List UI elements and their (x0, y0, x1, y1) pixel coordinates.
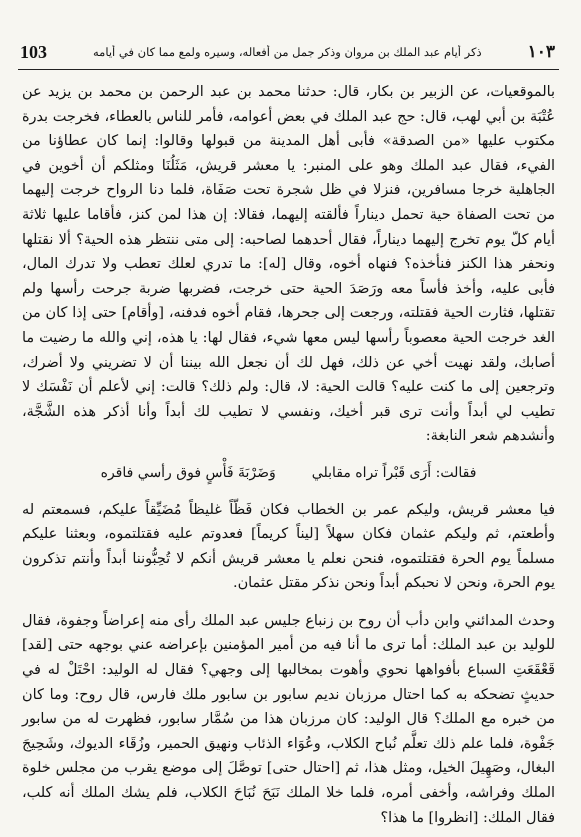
text-line: عليكم مسلماً يوم الحرة فقتلتموه، فنحن نعلم يا معشر قريش أنكم لا تُحِبُّوننا أبداً وأنتم (22, 526, 555, 567)
paragraph-3 (22, 609, 555, 830)
text-line: بوجهه حتى [لقد] قَعْقَعَتِ السباع بأفواهها نحوي وأهوت بمخالبها إلى وجهي؟ فقال له (22, 637, 555, 679)
text-line: له وأطعتم، ثم وليكم عثمان فكان سهلاً [ليناً كريماً] فعدوتم عليه فقتلتموه، وبعثنا (22, 501, 555, 543)
page-number-arabic: ١٠٣ (527, 42, 555, 62)
text-line: خرجت، فضربها ضربة جرحت رأسها ولم تقتلها، فثارت الحية فقتلته، ورجعت إلى (22, 280, 555, 322)
text-line: قالت الحية: لا، قال: ولم ذلك؟ قالت: إني لأعلم أن نَفْسَك لا تطيب لي أبداً وأنت (22, 379, 555, 420)
text-line: بالموقعيات، عن الزبير بن بكار، قال: حدثنا محمد بن عبد الرحمن بن محمد بن (71, 84, 556, 100)
paragraph-2 (22, 498, 555, 596)
page-header (20, 40, 555, 64)
text-line: وجفوة، فقال للوليد بن عبد الملك: أما ترى ما أنا فيه من أمير المؤمنين بإعراضه عني (22, 612, 556, 654)
text-line: ومثلكم أن أخوين في الجاهلية خرجا مسافرين، فنزلا في ظل شجرة تحت صَفَاة، فلما (22, 157, 555, 199)
text-line: الوليد: احْتَلْ له في حديثٍ تضحكه به كما احتال مرزبان نديم سابور بن سابور ملك (22, 662, 555, 703)
text-line: حتى] توصَّلَ إلى موضع يقرب من مجلس خلوة الملك وفراشه، وأخفى أمره، فلما خلا (22, 760, 555, 802)
text-line: لمن كنز، فأقاما عليها ثلاثة أيام كلّ يوم تخرج إليهما ديناراً، فقال أحدهما لصاحبه: إلى (22, 206, 555, 248)
paragraph-1 (22, 80, 555, 449)
text-line: فيا معشر قريش، وليكم عمر بن الخطاب فكان فَظّاً غليظاً مُضَيِّقاً عليكم، فسمعتم (34, 501, 555, 518)
poem-verse (22, 461, 555, 486)
text-line: بالعطاء، فخرجت بدرة مكتوب عليها «من الصدقة» فأبى أهل المدينة من قبولها وقالوا: (22, 108, 556, 150)
running-title: ذكر أيام عبد الملك بن مروان وذكر جمل من أفعاله، وسيره ولمع مما كان في أيامه (93, 45, 482, 59)
text-line: سابور، فظهرت له من سابور جَفْوة، فلما علم ذلك تعلَّم نُباح الكلاب، وعُوَاء الذئاب (22, 711, 555, 752)
text-line: ليس معها شيء، فقال لها: يا هذه، إني والله ما رضيت ما أصابك، ولقد نهيت أخي عن (22, 329, 555, 371)
text-line: ذلك، فهل لك أن نجعل الله بيننا أن لا تضريني ولا أضرك، وترجعين إلى ما كنت عليه؟ (22, 354, 555, 396)
page-number: 103 (20, 41, 47, 62)
text-line: فارس، قال روح: وما كان من خبره مع الملك؟ قال الوليد: كان مرزبان هذا من سُمَّار (22, 686, 555, 728)
poem-first-hemistich: فقالت: أَرَى قَبْراً تراه مقابلي (311, 464, 477, 481)
poem-second-hemistich: وَضَرْبَةَ فَأْسٍ فوق رأسي فاقره (100, 464, 276, 481)
text-line: وحدث المدائني وابن دأب أن روح بن زنباع جليس عبد الملك رأى منه إعراضاً (98, 612, 555, 629)
text-line: تدري لعلك تعطب ولا تدرك المال، فأبى عليه، وأخذ فأساً معه ورَصَدَ الحية حتى (22, 256, 555, 297)
text-line: دنا الرواح خرجت إليهما من تحت الصفاة حية تحمل ديناراً فألقته إليهما، فقالا: إن هذا (22, 182, 555, 223)
text-line: ونهيق الحمير، وزُقَاء الديوك، وشَحِيجَ البغال، وصَهِيلَ الخيل، ومثل هذا، ثم [احتال (22, 735, 555, 777)
text-line: جحرها، فقام أخوه فدفنه، [وأقام] حتى إذا كان من الغد خرجت الحية معصوباً رأسها (22, 305, 555, 346)
paragraph-gap (22, 596, 555, 609)
text-line: الملك نَبَحَ نُبَاحَ الكلاب، فلم يشك الملك أنه كلب، فقال الملك: [انظروا] ما هذا؟ (22, 785, 555, 826)
text-line: متى ننتظر هذه الحية؟ ألا نقتلها ونحفر هذا الكنز فنأخذه؟ فنهاه أخوه، وقال [له]: ما (22, 231, 555, 273)
text-line: إنما كان عطاؤنا من الفيء، فقال عبد الملك وهو على المنبر: يا معشر قريش، مَثَلُنَا (22, 133, 555, 174)
text-line: ترى قبر أخيك، ونفسي لا تطيب لك أبداً وأنا أذكر هذه الشَّجَّة، وأنشدهم شعر النابغة: (22, 403, 555, 445)
page-body (22, 80, 555, 830)
text-line: تذكرون يوم الحرة، ونحن لا نحبكم أبداً ونحن نذكر مقتل عثمان. (22, 550, 555, 592)
text-line: يزيد عن عُتْبَة بن أبي لهب، قال: حج عبد الملك في بعض أعوامه، فأمر للناس (22, 84, 555, 125)
header-rule (18, 69, 559, 70)
